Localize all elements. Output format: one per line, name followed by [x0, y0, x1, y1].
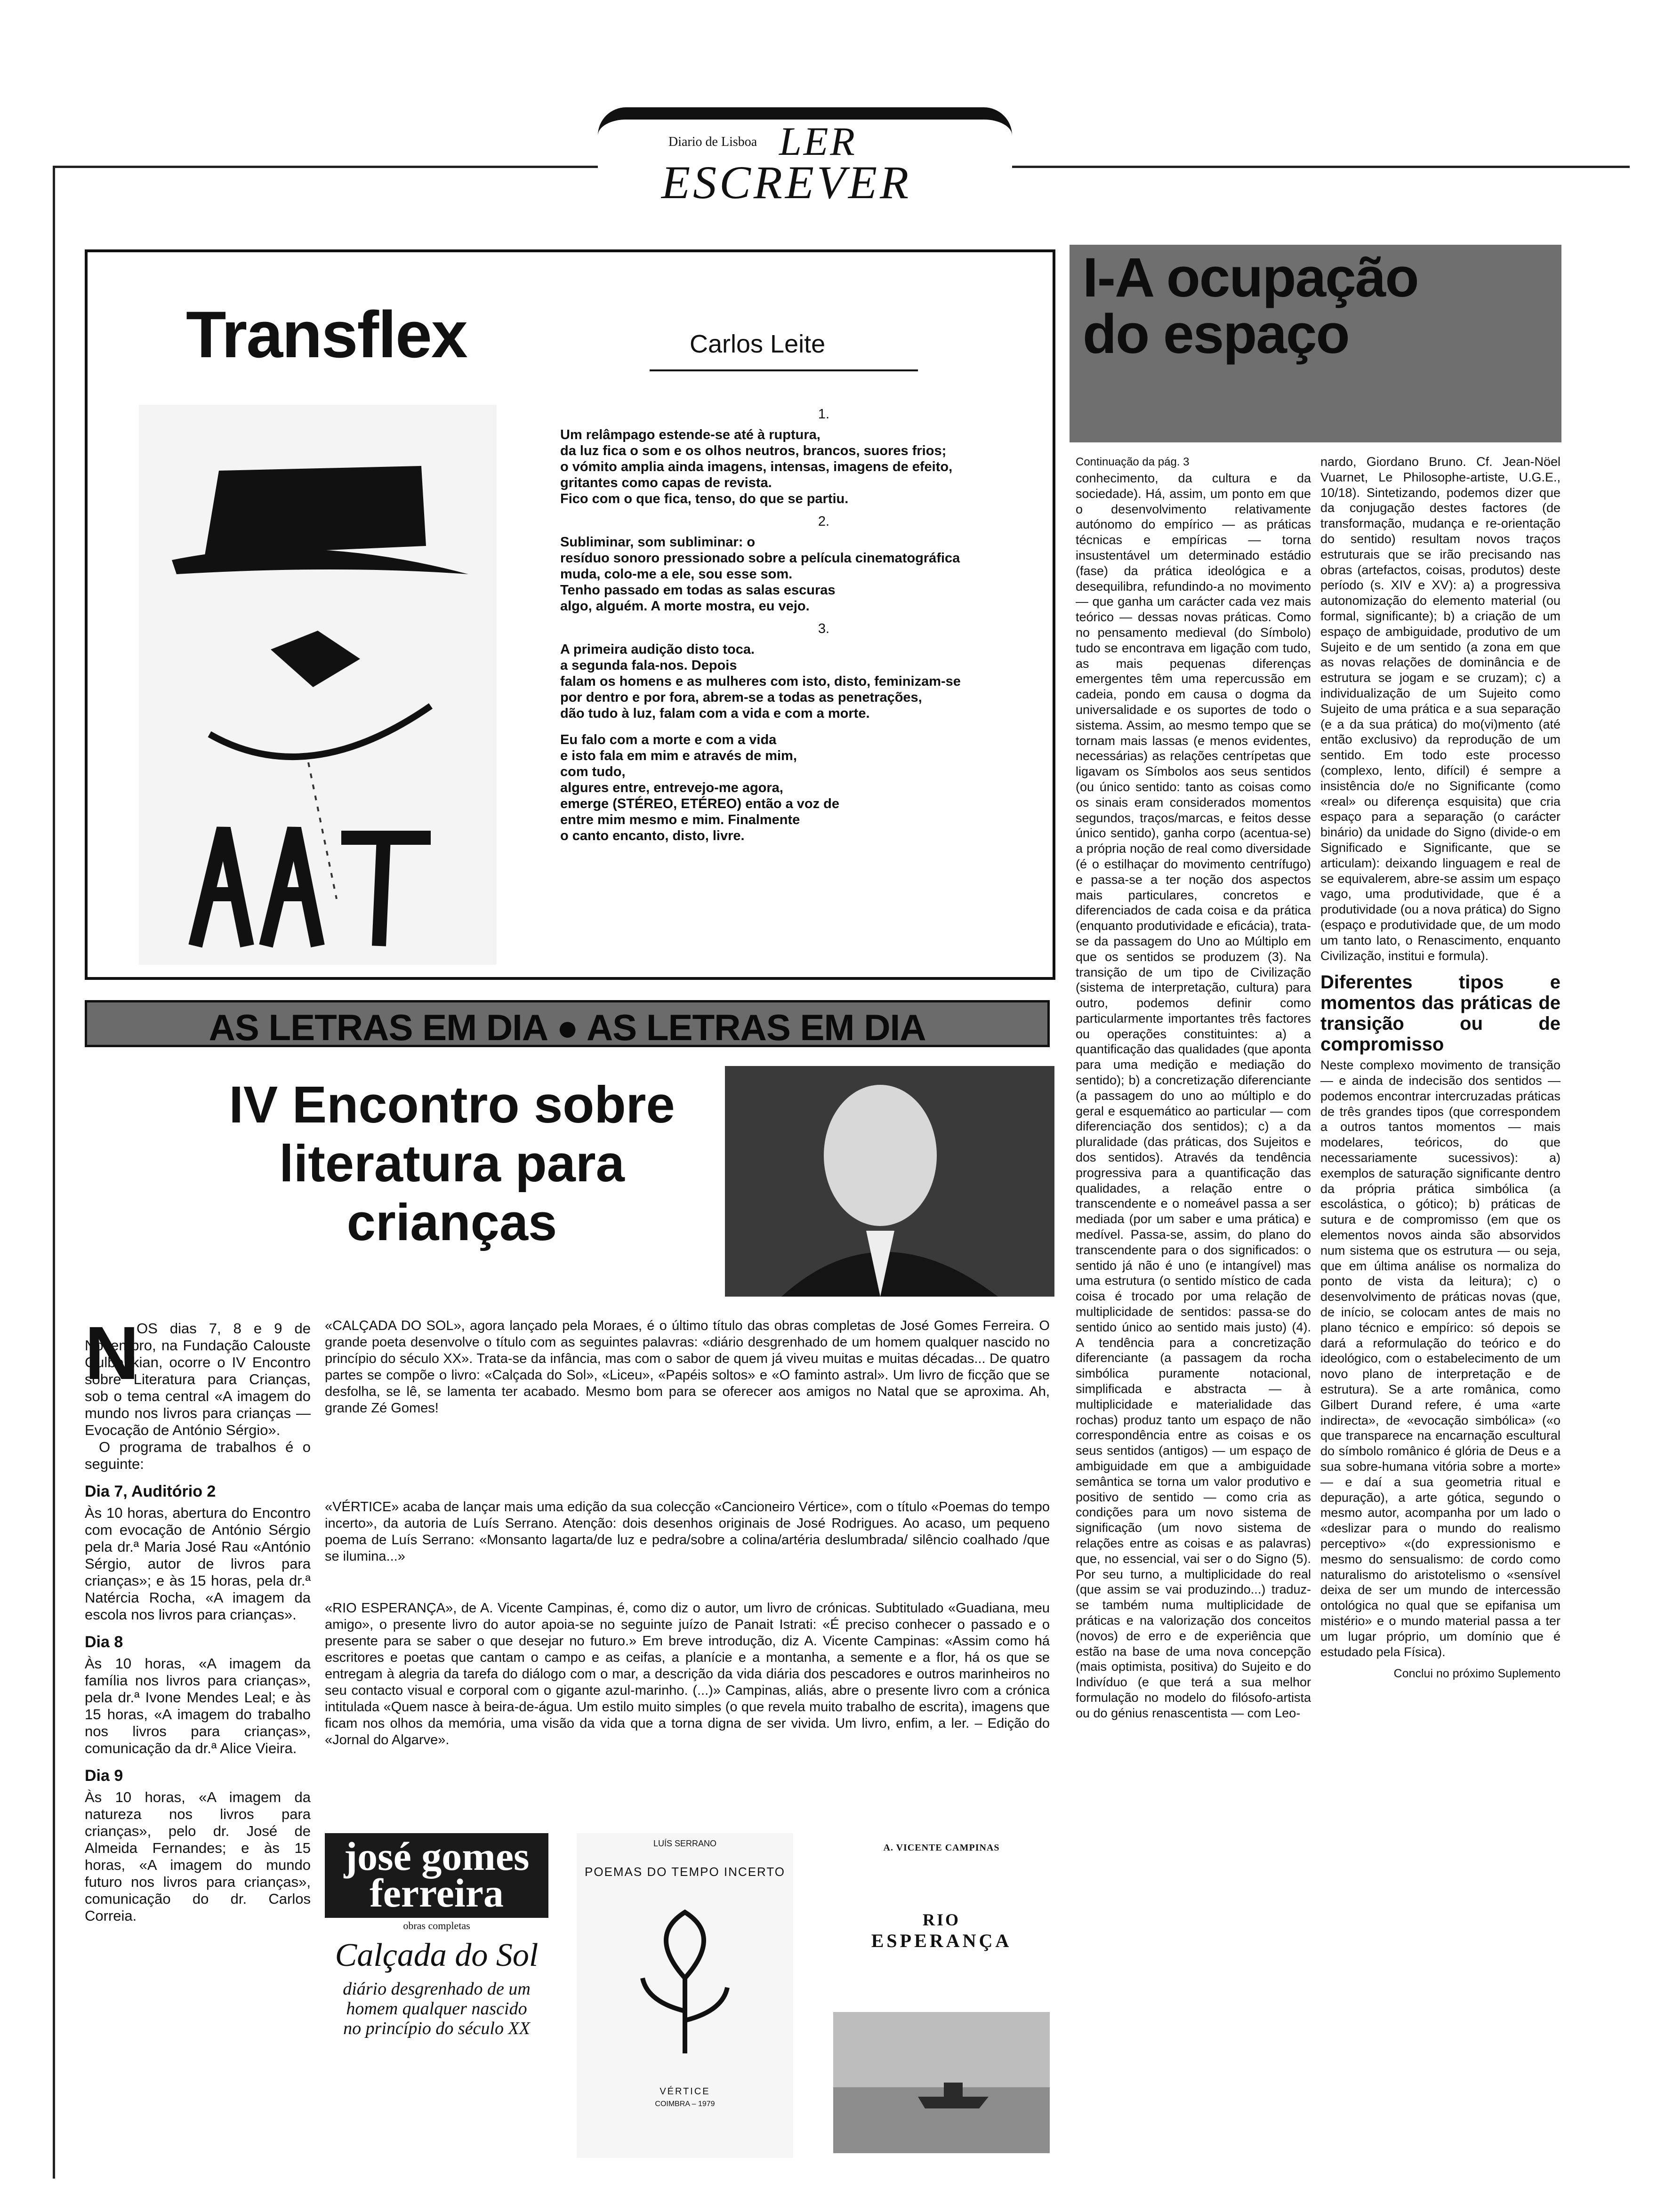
encontro-intro: OS dias 7, 8 e 9 de Novembro, na Fundação Calouste Gulbenkian, ocorre o IV Encontro sobre Literatura para Crianças, sob o tema central «A imagem do mundo nos livros para crianças — Evocação de António Sérgio». [85, 1320, 311, 1438]
book-title: RIO [922, 1910, 960, 1929]
ocupacao-title-line: I-A ocupação [1083, 247, 1418, 309]
book-publisher: VÉRTICE [660, 2086, 710, 2097]
book-subtitle: diário desgrenhado de um homem qualquer nascido no princípio do século XX [343, 1979, 531, 2038]
encontro-title: IV Encontro sobre literatura para crianças [229, 1076, 675, 1251]
book-author: A. VICENTE CAMPINAS [883, 1843, 1000, 1853]
book-cover-calcada [325, 1833, 548, 2158]
note-vertice: «VÉRTICE» acaba de lançar mais uma edição da sua colecção «Cancioneiro Vértice», com o título «Poemas do tempo incerto», da autoria de Luís Serrano. Atenção: dois desenhos originais de José Rodrigues. Ao acaso, um pequeno poema de Luís Serrano: «Monsanto lagarta/de luz e pedra/sobre a colina/artéria deslumbrada/ silêncio coalhado /que se ilumina...» [325, 1499, 1050, 1564]
hat-figure-illustration [139, 405, 497, 965]
stanza-text: Subliminar, som subliminar: o resíduo sonoro pressionado sobre a película cinematográfica muda, colo-me a ele, sou esse som. Tenho passado em todas as salas escuras algo, alguém. A morte mostra, eu vejo. [560, 535, 960, 614]
flower-drawing-icon [628, 1907, 741, 2058]
ocupacao-subhead: Diferentes tipos e momentos das práticas de transição ou de compromisso [1320, 972, 1560, 1055]
stanza-text: Eu falo com a morte e com a vida e isto fala em mim e através de mim, com tudo, algures entre, entrevejo-me agora, emerge (STÉREO, ETÉREO) então a voz de entre mim mesmo e mim. Finalmente o canto encanto, disto, livre. [560, 732, 840, 843]
dia9-heading: Dia 9 [85, 1767, 123, 1785]
encontro-column [85, 1311, 311, 1924]
book-city: COIMBRA – 1979 [655, 2100, 715, 2108]
drop-cap: N [85, 1311, 139, 1395]
book-title: Calçada do Sol [335, 1937, 539, 1973]
stanza-text: A primeira audição disto toca. a segunda fala-nos. Depois falam os homens e as mulheres com isto, disto, feminizam-se por dentro e por fora, abrem-se a todas as penetrações, dão tudo à luz, falam com a vida e com a morte. [560, 642, 961, 721]
book-series: obras completas [403, 1920, 470, 1931]
note-rio: «RIO ESPERANÇA», de A. Vicente Campinas, é, como diz o autor, um livro de crónicas. Subtitulado «Guadiana, meu amigo», o presente livro do autor apoia-se no seguinte juízo de Panait Istrati: «É preciso conhecer o passado e o presente para se saber o que desejar no futuro.» Em breve introdução, diz A. Vicente Campinas: «Assim como há escritores e poetas que cantam o campo e as ceifas, a planície e a montanha, a semente e a flor, há os que se entregam à alegria da tarefa do diálogo com o mar, a descrição da vida diária dos pescadores e outros marinheiros no seu contacto visual e corporal com o gigante azul-marinho. (...)» Campinas, aliás, abre o presente livro com a crónica intitulada «Quem nasce à beira-de-água. Um estilo muito simples (o que revela muito trabalho de escrita), imagens que ficam nos olhos da memória, uma visão da vida que a torna digna de ser vivida. Um livro, enfim, a ler. – Edição do «Jornal do Algarve». [325, 1601, 1050, 1747]
continuation-note: Continuação da pág. 3 [1076, 456, 1190, 468]
ocupacao-title [1083, 247, 1418, 365]
portrait-photo [725, 1066, 1054, 1297]
masthead-paper: Diario de Lisboa [668, 135, 757, 149]
masthead-escrever: ESCREVER [661, 156, 912, 208]
encontro-programa: O programa de trabalhos é o seguinte: [85, 1439, 311, 1472]
boat-photo [833, 2012, 1050, 2153]
dia7-heading: Dia 7, Auditório 2 [85, 1483, 216, 1500]
transflex-poem [560, 402, 979, 850]
masthead-ler: LER [779, 119, 857, 164]
book-title: ESPERANÇA [871, 1930, 1012, 1951]
ocupacao-text: nardo, Giordano Bruno. Cf. Jean-Nöel Vuarnet, Le Philosophe-artiste, U.G.E., 10/18). Sintetizando, podemos dizer que da conjugação destes factores (de transformação, mudança e re-orientação do sentido) resultam novos traços estruturais que se irão precisando nas obras (artefactos, coisas, produtos) deste período (s. XIV e XV): a) a progressiva autonomização do elemento material (ou formal, significante); b) a criação de um espaço de ambiguidade, produtivo de um Sujeito e de um sentido (a zona em que as novas relações de dominância e de estrutura se jogam e se cruzam); c) a individualização de um Sujeito como Sujeito de uma prática e a sua separação (e a da sua prática) do mo(vi)mento (até então exclusivo) da reprodução de um sentido. Em todo este processo (complexo, lento, difícil) é sempre a insistência do/e no Significante (como «real» ou diferença esquisita) que cria espaço para a separação (o carácter binário) da unidade do Signo (divide-o em Significado e Significante, que se articulam): deixando linguagem e real de se equivalerem, abre-se assim um espaço vago, uma produtividade, que é a produtividade (ou a nova prática) do Signo (espaço e produtividade que, de um modo um tanto lato, o Renascimento, enquanto Civilização, institui e formula). [1320, 455, 1560, 963]
ocupacao-title-line: do espaço [1083, 303, 1349, 365]
book-cover-poemas [577, 1833, 793, 2158]
note-calcada: «CALÇADA DO SOL», agora lançado pela Moraes, é o último título das obras completas de José Gomes Ferreira. O grande poeta desenvolve o título com as seguintes palavras: «diário desgrenhado de um homem qualquer nascido no princípio do século XX». Trata-se da infância, mas com o sabor de quem já viveu muitas e muitas décadas... De quatro partes se compõe o livro: «Calçada do Sol», «Liceu», «Papéis soltos» e «O faminto astral». Um livro de ficção que se desfolha, se lê, se lamenta ter acabado. Mesmo bom para se oferecer aos amigos no Natal que se aproxima. Ah, grande Zé Gomes! [325, 1318, 1050, 1416]
book-cover-rio [833, 1833, 1050, 2158]
ocupacao-column-2 [1320, 454, 1560, 1682]
stanza-number: 1. [818, 407, 830, 422]
stanza-number: 2. [818, 514, 830, 529]
dia9-text: Às 10 horas, «A imagem da natureza nos livros para crianças», pelo dr. José de Almeida Fernandes; e às 15 horas, «A imagem do mundo futuro nos livros para crianças», comunicação do dr. Carlos Correia. [85, 1789, 311, 1924]
continues-note: Conclui no próximo Suplemento [1393, 1667, 1560, 1681]
ocupacao-text: Neste complexo movimento de transição — e ainda de indecisão dos sentidos — podemos encontrar intercruzadas práticas de três grandes tipos (que correspondem a outros tantos momentos — mais modelares, teóricos, do que necessariamente sucessivos): a) exemplos de saturação significante dentro da própria prática simbólica (a escolástica, o gótico); b) práticas de sutura e de compromisso (em que os elementos novos ainda são absorvidos num sistema que os estrutura — ou seja, que em última análise os normaliza do ponto de vista da leitura); c) o desenvolvimento de práticas novas (que, de início, se colocam antes de mais no plano técnico e empírico: só depois se dará a reformulação do teórico e do ideológico, com o estabelecimento de um novo plano de interpretação e de estrutura). Se a arte românica, como Gilbert Durand refere, é uma «arte indirecta», de «evocação simbólica» («o que transparece na encarnação escultural do símbolo românico é glória de Deus e a sua sobre-humana vitória sobre a morte» — e daí a sua geometria ritual e depuração), a arte gótica, segundo o mesmo autor, acompanha por um lado o «deslizar para o mundo do realismo perceptivo» «(do expressionismo e mesmo do sensualismo: de cordo como naturalismo do aristotelismo o «sensível deixa de ser um mundo de intercessão ontológica no qual que se epifanisa um mistério» e o mundo material passa a ter um lugar próprio, um domínio que é estudado pela Física). [1320, 1058, 1560, 1659]
transflex-author: Carlos Leite [690, 330, 826, 358]
dia7-text: Às 10 horas, abertura do Encontro com evocação de António Sérgio pela dr.ª Maria José Rau «António Sérgio, autor de livros para crianças»; e às 15 horas, pela dr.ª Natércia Rocha, «A imagem da escola nos livros para crianças». [85, 1505, 311, 1623]
stanza-number: 3. [818, 621, 830, 636]
book-title: POEMAS DO TEMPO INCERTO [585, 1865, 785, 1879]
ocupacao-column-1: conhecimento, da cultura e da sociedade). Há, assim, um ponto em que o desenvolvimento relativamente autónomo do empírico — as práticas técnicas e empíricas — torna insustentável um determinado estádio (fase) da prática ideológica e a desequilibra, refundindo-a no movimento — que ganha um carácter cada vez mais teórico — dessas novas práticas. Como no pensamento medieval (do Símbolo) tudo se encontrava em ligação com tudo, as mais pequenas diferenças emergentes têm uma repercussão em cadeia, pondo em causa o dogma da universalidade e os suportes de todo o sistema. Assim, ao mesmo tempo que se tornam mais lassas (e menos evidentes, necessárias) as relações centrípetas que ligavam os Símbolos aos seus sentidos (ou único sentido: tanto as coisas como os sinais eram considerados momentos segundos, traços/marcas, e feitos desse único sentido), ganha corpo (acentua-se) a própria noção de real como diversidade (é o estilhaçar do movimento centrífugo) e passa-se a ter noção dos aspectos mais particulares, concretos e diferenciados de cada coisa e da prática (enquanto produtividade e eficácia), trata-se da passagem do Uno ao Múltiplo em que os sentidos se produzem (3). Na transição de um tipo de Civilização (sistema de interpretação, cultura) para outro, podemos definir como particularmente importantes três factores ou operações constituintes: a) a quantificação das qualidades (que aponta para uma medição e mediação do sentido); b) a concretização diferenciante (a passagem do uno ao múltiplo e do geral e esquemático ao particular — com diferenciação dos sentidos); c) a da pluralidade (das práticas, dos Sujeitos e dos sentidos). Através da tendência progressiva para a quantificação das qualidades, a relação entre o transcendente e o nomeável passa a ser mediada (por um saber e uma prática) e medível. Passa-se, assim, do plano do transcendente para o dos significados: o sentido já não é uno (e intangível) mas uma estrutura (o sentido místico de cada coisa é trocado por uma relação de multiplicidade de sentidos: passa-se do sentido único ao sentido mais justo) (4). A tendência para a concretização diferenciante (a passagem da rocha simbólica puramente notacional, simplificada e abstracta — à multiplicidade e materialidade das rochas) produz tanto um espaço de não correspondência entre as coisas e os seus sentidos (antigos) — um espaço de ambiguidade em que a ambiguidade semântica se torna um valor produtivo e positivo de sentido — como cria as condições para um novo sistema de significação (um novo sistema de relações entre as coisas e as palavras) que, no essencial, vai ser o do Signo (5). Por seu turno, a multiplicidade do real (que assim se vai produzindo...) traduz-se também numa multiplicidade de práticas e na valorização dos conceitos (novos) de erro e de experiência que estão na base de uma nova concepção (mais optimista, positiva) do Sujeito e do Indivíduo (e que terá a sua melhor formulação no modelo do filósofo-artista ou do génius renascentista — com Leo- [1076, 471, 1311, 1720]
stanza-text: Um relâmpago estende-se até à ruptura, da luz fica o som e os olhos neutros, brancos, suores frios; o vómito amplia ainda imagens, intensas, imagens de efeito, gritantes como capas de revista. Fico com o que fica, tenso, do que se partiu. [560, 427, 953, 506]
dia8-text: Às 10 horas, «A imagem da família nos livros para crianças», pela dr.ª Ivone Mendes Leal; e às 15 horas, «A imagem do trabalho nos livros para crianças», comunicação da dr.ª Alice Vieira. [85, 1655, 311, 1756]
book-author: josé gomes ferreira [325, 1833, 548, 1918]
letras-em-dia-banner [85, 1000, 1050, 1047]
banner-text: AS LETRAS EM DIA ● AS LETRAS EM DIA [209, 1007, 926, 1048]
byline-rule [650, 369, 918, 371]
book-author: LUÍS SERRANO [653, 1839, 717, 1848]
transflex-title: Transflex [186, 297, 467, 371]
dia8-heading: Dia 8 [85, 1633, 123, 1651]
